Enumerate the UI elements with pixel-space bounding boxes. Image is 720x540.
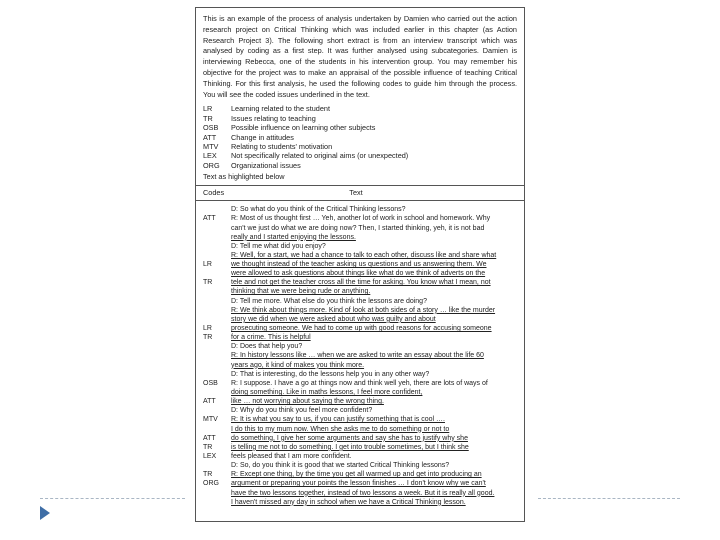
code-desc: Not specifically related to original aims (or unexpected): [231, 151, 409, 161]
row-text: prosecuting someone. We had to come up with good reasons for accusing someone: [231, 325, 492, 333]
row-code: [203, 461, 231, 470]
code-row: [203, 151, 517, 160]
row-text: is telling me not to do something. I get into trouble sometimes, but I think she: [231, 443, 469, 451]
row-code: TR: [203, 471, 213, 479]
row-text: R: We think about things more. Kind of look at both sides of a story … like the murder: [231, 306, 496, 314]
row-code: [203, 406, 231, 415]
table-row: [203, 498, 517, 507]
row-text: years ago, it kind of makes you think more.: [231, 361, 365, 369]
row-text: D: That is interesting, do the lessons help you in any other way?: [231, 370, 430, 378]
code-row: [203, 142, 517, 151]
row-code: LR: [203, 261, 212, 269]
table-row: [203, 379, 517, 388]
row-code: [203, 205, 231, 214]
row-code: [203, 297, 231, 306]
footer-dashed-line-right: [538, 498, 680, 499]
row-text: D: Why do you think you feel more confident?: [231, 407, 373, 415]
row-code: ATT: [203, 215, 216, 223]
row-code: ORG: [203, 480, 219, 488]
table-row: [203, 205, 517, 214]
row-text: R: Except one thing, by the time you get all warmed up and get into producing an: [231, 471, 482, 479]
row-code: [203, 269, 231, 278]
row-text: R: It is what you say to us, if you can justify something that is cool ….: [231, 416, 445, 424]
code-desc: Issues relating to teaching: [231, 113, 316, 123]
row-text: D: So, do you think it is good that we started Critical Thinking lessons?: [231, 462, 450, 470]
row-code: TR: [203, 279, 213, 287]
row-code: [203, 224, 231, 233]
row-text: R: Well, for a start, we had a chance to talk to each other, discuss like and share what: [231, 251, 497, 259]
row-code: LEX: [203, 453, 217, 461]
row-text: R: Most of us thought first … Yeh, another lot of work in school and homework. Why: [231, 215, 491, 223]
next-slide-arrow-icon[interactable]: [40, 506, 50, 520]
row-text: I do this to my mum now. When she asks me to do something or not to: [231, 425, 450, 433]
table-row: [203, 278, 517, 287]
code-row: [203, 114, 517, 123]
row-code: OSB: [203, 379, 218, 387]
code-row: [203, 123, 517, 132]
row-code: ATT: [203, 398, 216, 406]
row-code: [203, 361, 231, 370]
row-text: we thought instead of the teacher asking us questions and us answering them. We: [231, 261, 487, 269]
row-code: [203, 242, 231, 251]
table-row: [203, 443, 517, 452]
code-abbr: ORG: [203, 160, 220, 170]
table-row: [203, 361, 517, 370]
row-text: can't we just do what we are doing now? Then, I started thinking, yeh, it is not bad: [231, 224, 485, 232]
row-text: R: In history lessons like … when we are asked to write an essay about the life 60: [231, 352, 484, 360]
codes-column-header: Codes: [203, 188, 225, 198]
row-text: really and I started enjoying the lessons.: [231, 233, 356, 241]
row-text: D: Tell me what did you enjoy?: [231, 242, 326, 250]
table-header: [196, 186, 524, 201]
table-row: [203, 470, 517, 479]
code-abbr: LEX: [203, 151, 217, 161]
row-text: thinking that we were being rude or anything.: [231, 288, 371, 296]
table-row: [203, 324, 517, 333]
table-row: [203, 406, 517, 415]
row-text: doing something. Like in maths lessons, I feel more confident,: [231, 389, 423, 397]
code-desc: Learning related to the student: [231, 104, 330, 114]
code-row: [203, 133, 517, 142]
row-code: [203, 351, 231, 360]
table-row: [203, 333, 517, 342]
table-row: [203, 251, 517, 260]
row-text: D: Tell me more. What else do you think the lessons are doing?: [231, 297, 427, 305]
table-row: [203, 370, 517, 379]
row-text: story we did when we were asked about who was guilty and about: [231, 315, 436, 323]
code-abbr: ATT: [203, 132, 217, 142]
code-abbr: LR: [203, 104, 213, 114]
table-row: [203, 315, 517, 324]
table-row: [203, 269, 517, 278]
row-text: tele and not get the teacher cross all the time for asking. You know what I mean, not: [231, 279, 491, 287]
row-code: [203, 370, 231, 379]
row-text: do something, I give her some arguments and say she has to justify why she: [231, 434, 468, 442]
row-code: ATT: [203, 434, 216, 442]
document-page: [195, 7, 525, 522]
row-code: [203, 315, 231, 324]
table-row: [203, 425, 517, 434]
row-text: D: Does that help you?: [231, 343, 303, 351]
row-text: were allowed to ask questions about things like what do we think of adverts on the: [231, 270, 486, 278]
table-row: [203, 342, 517, 351]
table-row: [203, 214, 517, 223]
code-desc: Organizational issues: [231, 160, 301, 170]
code-row: [203, 161, 517, 170]
row-code: [203, 498, 231, 507]
code-list: [196, 100, 524, 170]
row-text: like … not worrying about saying the wrong thing.: [231, 398, 384, 406]
code-abbr: OSB: [203, 123, 219, 133]
row-code: [203, 287, 231, 296]
table-row: [203, 415, 517, 424]
table-row: [203, 461, 517, 470]
row-code: [203, 306, 231, 315]
table-row: [203, 260, 517, 269]
row-code: MTV: [203, 416, 218, 424]
row-code: [203, 388, 231, 397]
row-text: argument or preparing your points the lesson finishes … I don't know why we can't: [231, 480, 486, 488]
row-text: have the two lessons together, instead of two lessons a week. But it is really all good.: [231, 489, 495, 497]
code-row: [203, 104, 517, 113]
code-desc: Possible influence on learning other subjects: [231, 123, 376, 133]
row-text: for a crime. This is helpful: [231, 334, 311, 342]
table-row: [203, 388, 517, 397]
code-abbr: TR: [203, 113, 213, 123]
table-row: [203, 489, 517, 498]
row-text: feels pleased that I am more confident.: [231, 453, 352, 461]
row-code: [203, 251, 231, 260]
row-code: [203, 233, 231, 242]
table-row: [203, 351, 517, 360]
row-code: [203, 425, 231, 434]
table-row: [203, 434, 517, 443]
intro-paragraph: This is an example of the process of analysis undertaken by Damien who carried out the action research project on Critical Thinking which was included earlier in this chapter (as Action Research Project 3). The following short extract is from an interview transcript which was analysed by coding as a first step. It was further analysed using subcategories. Damien is interviewing Rebecca, one of the students in his intervention group. You may remember his objective for the project was to make an appraisal of the possible influence of teaching Critical Thinking. For this first analysis, he used the following codes to guide him through the process. You will see the coded issues underlined in the text.: [203, 14, 517, 99]
table-row: [203, 479, 517, 488]
row-text: R: I suppose. I have a go at things now and think well yeh, there are lots of ways of: [231, 379, 488, 387]
text-column-header: Text: [349, 188, 363, 198]
row-code: LR: [203, 325, 212, 333]
code-desc: Change in attitudes: [231, 132, 294, 142]
table-row: [203, 233, 517, 242]
table-row: [203, 297, 517, 306]
row-text: I haven't missed any day in school when we have a Critical Thinking lesson.: [231, 498, 466, 506]
code-abbr: MTV: [203, 142, 219, 151]
row-code: TR: [203, 334, 213, 342]
footer-dashed-line-left: [40, 498, 185, 499]
row-text: D: So what do you think of the Critical Thinking lessons?: [231, 206, 406, 214]
table-row: [203, 452, 517, 461]
table-row: [203, 242, 517, 251]
table-row: [203, 224, 517, 233]
code-desc: Relating to students' motivation: [231, 142, 333, 151]
transcript-table: [196, 201, 524, 507]
row-code: TR: [203, 443, 213, 451]
table-row: [203, 306, 517, 315]
table-row: [203, 287, 517, 296]
table-row: [203, 397, 517, 406]
row-code: [203, 342, 231, 351]
row-code: [203, 489, 231, 498]
highlight-label: Text as highlighted below: [203, 172, 285, 182]
